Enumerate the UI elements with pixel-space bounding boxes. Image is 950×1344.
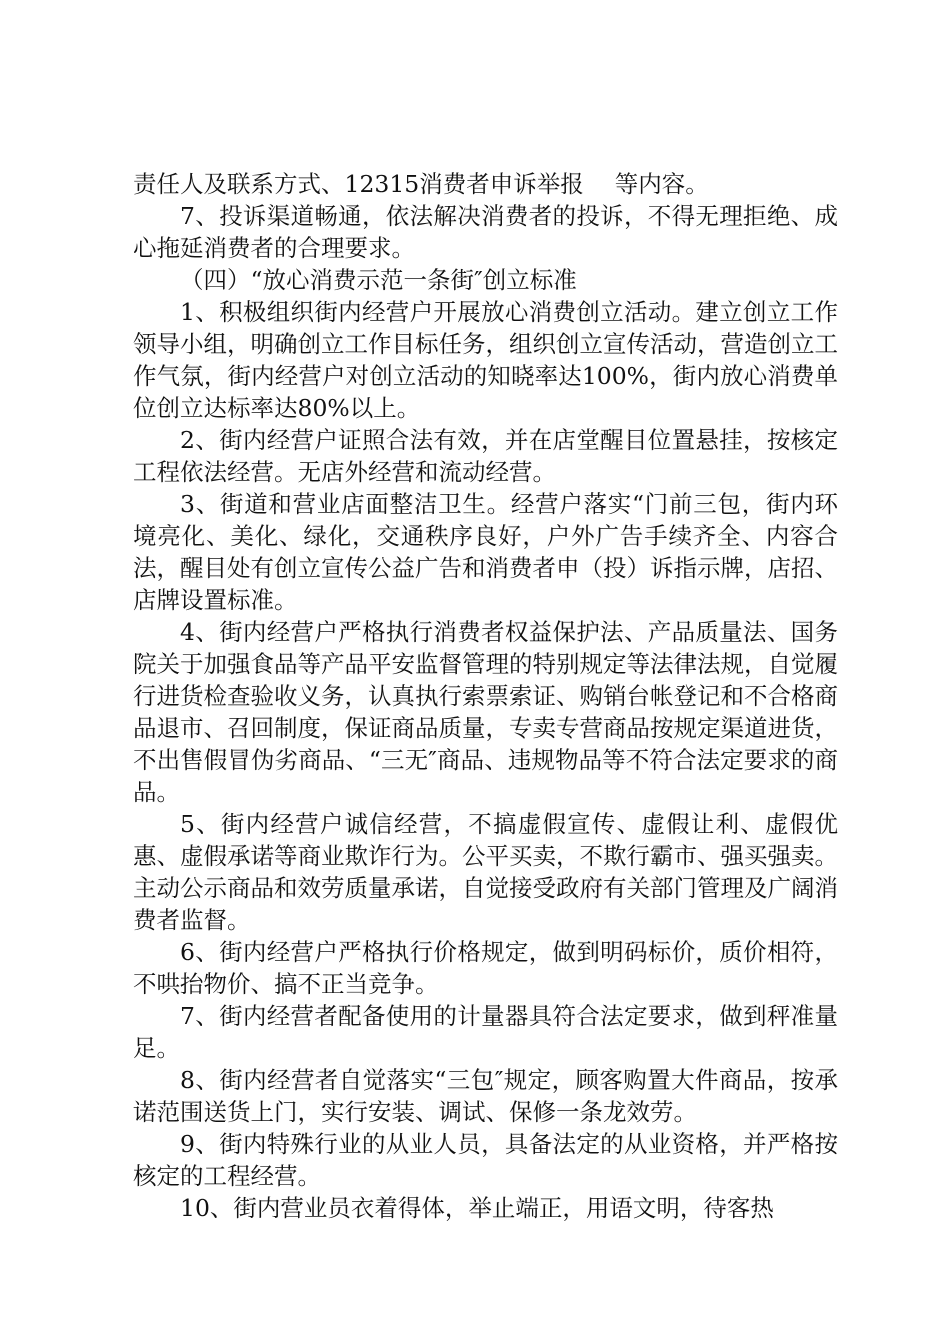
paragraph-item-1: 1、积极组织街内经营户开展放心消费创立活动。建立创立工作领导小组，明确创立工作目标任务，组织创立宣传活动，营造创立工作气氛，街内经营户对创立活动的知晓率达100%，街内放心消费单位创立达标率达80%以上。: [133, 298, 838, 422]
paragraph-continuation: 责任人及联系方式、12315消费者申诉举报 等内容。: [133, 170, 709, 198]
paragraph-item-2: 2、街内经营户证照合法有效，并在店堂醒目位置悬挂，按核定工程依法经营。无店外经营和流动经营。: [133, 426, 838, 486]
paragraph-item-5: 5、街内经营户诚信经营，不搞虚假宣传、虚假让利、虚假优惠、虚假承诺等商业欺诈行为。公平买卖，不欺行霸市、强买强卖。主动公示商品和效劳质量承诺，自觉接受政府有关部门管理及广阔消费者监督。: [133, 810, 838, 934]
paragraph-item-6: 6、街内经营户严格执行价格规定，做到明码标价，质价相符，不哄抬物价、搞不正当竞争。: [133, 938, 838, 998]
paragraph-item-9: 9、街内特殊行业的从业人员，具备法定的从业资格，并严格按核定的工程经营。: [133, 1130, 838, 1190]
paragraph-item-8: 8、街内经营者自觉落实“三包″规定，顾客购置大件商品，按承诺范围送货上门，实行安装、调试、保修一条龙效劳。: [133, 1066, 838, 1126]
paragraph-item-10: 10、街内营业员衣着得体，举止端正，用语文明，待客热: [180, 1194, 774, 1222]
paragraph-item-7: 7、街内经营者配备使用的计量器具符合法定要求，做到秤准量足。: [133, 1002, 838, 1062]
document-body: [133, 168, 838, 1224]
paragraph-item-4: 4、街内经营户严格执行消费者权益保护法、产品质量法、国务院关于加强食品等产品平安监督管理的特别规定等法律法规，自觉履行进货检查验收义务，认真执行索票索证、购销台帐登记和不合格商品退市、召回制度，保证商品质量，专卖专营商品按规定渠道进货，不出售假冒伪劣商品、“三无″商品、违规物品等不符合法定要求的商品。: [133, 618, 838, 806]
section-heading-4: （四）“放心消费示范一条街″创立标准: [180, 266, 577, 294]
paragraph-item-7-complaints: 7、投诉渠道畅通，依法解决消费者的投诉，不得无理拒绝、成心拖延消费者的合理要求。: [133, 202, 838, 262]
paragraph-item-3: 3、街道和营业店面整洁卫生。经营户落实“门前三包，街内环境亮化、美化、绿化，交通秩序良好，户外广告手续齐全、内容合法，醒目处有创立宣传公益广告和消费者申（投）诉指示牌，店招、店牌设置标准。: [133, 490, 838, 614]
